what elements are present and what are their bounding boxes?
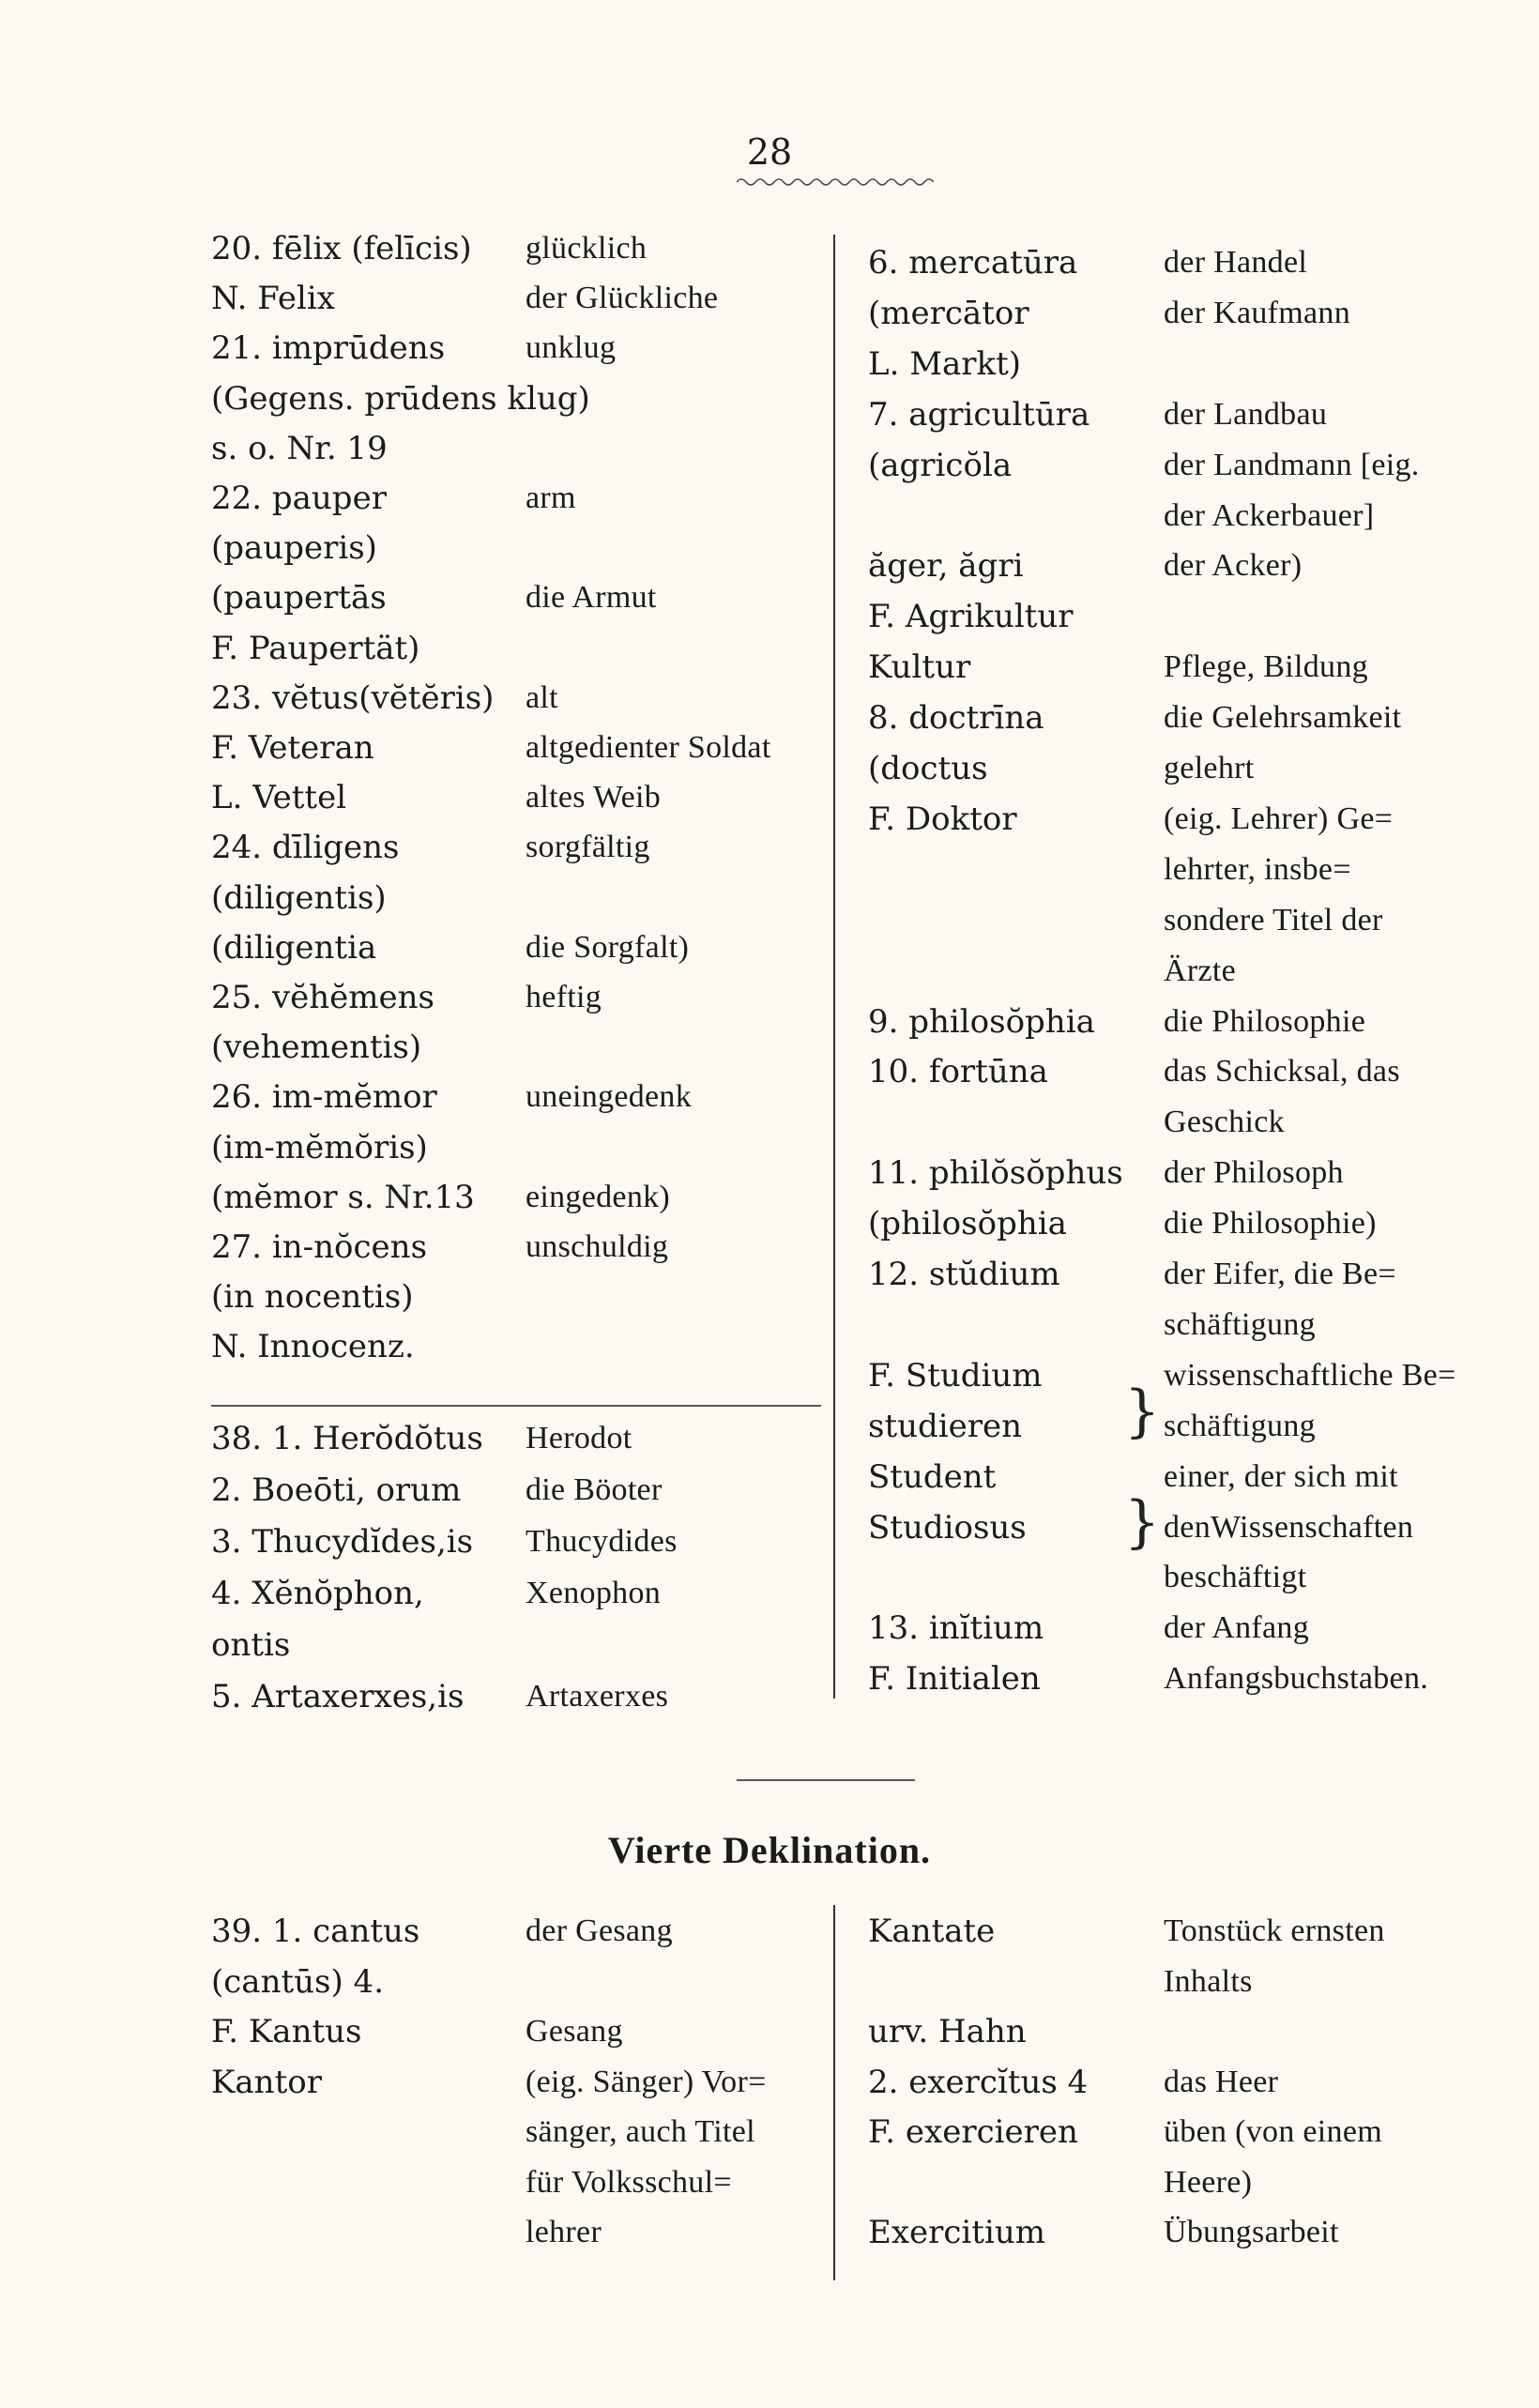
latin-term: 4. Xĕnŏphon, bbox=[211, 1575, 424, 1612]
german-meaning: wissenschaftliche Be= bbox=[1164, 1357, 1456, 1393]
latin-term: Exercitium bbox=[868, 2214, 1045, 2251]
latin-term: (diligentia bbox=[211, 928, 377, 967]
german-meaning: Tonstück ernsten bbox=[1164, 1913, 1385, 1948]
german-meaning: Übungsarbeit bbox=[1164, 2215, 1339, 2249]
german-meaning: Inhalts bbox=[1164, 1963, 1253, 1999]
page-number-ornament bbox=[737, 176, 934, 188]
latin-term: F. Initialen bbox=[868, 1660, 1041, 1699]
german-meaning: alt bbox=[526, 679, 558, 715]
latin-term: (mercātor bbox=[868, 294, 1029, 332]
latin-term: (doctus bbox=[868, 750, 988, 787]
latin-term: F. Studium bbox=[868, 1356, 1043, 1395]
latin-term: F. exercieren bbox=[868, 2113, 1078, 2151]
latin-term: Student bbox=[868, 1457, 997, 1496]
german-meaning: Thucydides bbox=[526, 1524, 678, 1559]
section-heading: Vierte Deklination. bbox=[607, 1829, 932, 1871]
german-meaning: die Armut bbox=[526, 580, 657, 616]
latin-term: (agricŏla bbox=[868, 446, 1013, 484]
german-meaning: Herodot bbox=[526, 1421, 632, 1455]
german-meaning: das Heer bbox=[1164, 2064, 1279, 2099]
latin-term: 22. pauper bbox=[211, 480, 387, 517]
latin-term: (diligentis) bbox=[211, 878, 387, 917]
latin-term: (vehementis) bbox=[211, 1029, 422, 1067]
german-meaning: heftig bbox=[526, 980, 602, 1014]
latin-term: 39. 1. cantus bbox=[211, 1913, 420, 1950]
german-meaning: Heere) bbox=[1164, 2164, 1253, 2200]
german-meaning: die Philosophie) bbox=[1164, 1206, 1377, 1242]
latin-term: 27. in-nŏcens bbox=[211, 1228, 428, 1266]
german-meaning: unschuldig bbox=[526, 1229, 669, 1264]
german-meaning: die Böoter bbox=[526, 1472, 663, 1507]
german-meaning: Gesang bbox=[526, 2014, 623, 2049]
german-meaning: die Sorgfalt) bbox=[526, 929, 690, 965]
german-meaning: Ärzte bbox=[1164, 953, 1237, 988]
latin-term: N. Felix bbox=[211, 280, 335, 318]
latin-term: 25. vĕhĕmens bbox=[211, 979, 434, 1016]
latin-term: 3. Thucydĭdes,is bbox=[211, 1523, 474, 1561]
latin-term: 9. philosŏphia bbox=[868, 1002, 1095, 1041]
german-meaning: arm bbox=[526, 480, 576, 515]
latin-term: F. Kantus bbox=[211, 2013, 362, 2050]
latin-term: N. Innocenz. bbox=[211, 1328, 415, 1366]
german-meaning: der Handel bbox=[1164, 245, 1308, 280]
latin-term: ontis bbox=[211, 1626, 291, 1664]
german-meaning: altgedienter Soldat bbox=[526, 730, 771, 765]
latin-term: ăger, ăgri bbox=[868, 547, 1024, 586]
latin-term: 10. fortūna bbox=[868, 1053, 1048, 1091]
latin-term: (cantūs) 4. bbox=[211, 1962, 384, 2001]
german-meaning: üben (von einem bbox=[1164, 2114, 1382, 2149]
german-meaning: lehrter, insbe= bbox=[1164, 851, 1351, 887]
german-meaning: sorgfältig bbox=[526, 830, 650, 865]
german-meaning: die Gelehrsamkeit bbox=[1164, 700, 1402, 736]
german-meaning: schäftigung bbox=[1164, 1306, 1316, 1342]
column-divider-upper bbox=[833, 235, 835, 1699]
german-meaning: der Philosoph bbox=[1164, 1155, 1344, 1191]
german-meaning: der Ackerbauer] bbox=[1164, 497, 1375, 533]
latin-term: F. Doktor bbox=[868, 800, 1017, 838]
german-meaning: Geschick bbox=[1164, 1105, 1285, 1140]
latin-term: L. Vettel bbox=[211, 779, 347, 817]
latin-term: F. Paupertät) bbox=[211, 629, 420, 667]
latin-term: 23. vĕtus(vĕtĕris) bbox=[211, 678, 495, 717]
column-divider-lower bbox=[833, 1905, 835, 2280]
latin-term: 24. dīligens bbox=[211, 829, 400, 867]
german-meaning: das Schicksal, das bbox=[1164, 1054, 1400, 1090]
latin-term: urv. Hahn bbox=[868, 2013, 1027, 2050]
german-meaning: glücklich bbox=[526, 231, 648, 266]
german-meaning: Artaxerxes bbox=[526, 1679, 669, 1714]
latin-term: 20. fēlix (felīcis) bbox=[211, 230, 472, 267]
latin-term: (philosŏphia bbox=[868, 1205, 1067, 1243]
latin-term: 38. 1. Herŏdŏtus bbox=[211, 1420, 483, 1457]
latin-term: (paupertās bbox=[211, 579, 387, 617]
latin-term: s. o. Nr. 19 bbox=[211, 429, 388, 467]
german-meaning: altes Weib bbox=[526, 780, 662, 815]
latin-term: 13. inĭtium bbox=[868, 1609, 1044, 1648]
german-meaning: lehrer bbox=[526, 2215, 602, 2249]
page-number: 28 bbox=[746, 131, 793, 173]
latin-term: 12. stŭdium bbox=[868, 1256, 1060, 1293]
latin-term: 26. im-mĕmor bbox=[211, 1078, 437, 1117]
section-separator bbox=[737, 1779, 915, 1781]
german-meaning: der Kaufmann bbox=[1164, 295, 1351, 330]
latin-term: (mĕmor s. Nr.13 bbox=[211, 1178, 475, 1216]
german-meaning: denWissenschaften bbox=[1164, 1509, 1414, 1545]
latin-term: Kantor bbox=[211, 2063, 322, 2101]
german-meaning: schäftigung bbox=[1164, 1408, 1316, 1443]
latin-term: Kultur bbox=[868, 648, 971, 687]
german-meaning: uneingedenk bbox=[526, 1079, 693, 1115]
latin-term: (Gegens. prūdens klug) bbox=[211, 379, 590, 418]
latin-term: studieren bbox=[868, 1407, 1023, 1445]
german-meaning: der Landmann [eig. bbox=[1164, 447, 1420, 482]
latin-term: F. Agrikultur bbox=[868, 598, 1074, 636]
german-meaning: sänger, auch Titel bbox=[526, 2114, 755, 2149]
german-meaning: (eig. Lehrer) Ge= bbox=[1164, 800, 1394, 836]
german-meaning: Anfangsbuchstaben. bbox=[1164, 1661, 1429, 1697]
german-meaning: eingedenk) bbox=[526, 1179, 671, 1214]
german-meaning: sondere Titel der bbox=[1164, 902, 1383, 937]
german-meaning: unklug bbox=[526, 330, 617, 366]
german-meaning: gelehrt bbox=[1164, 751, 1255, 785]
german-meaning: Pflege, Bildung bbox=[1164, 649, 1368, 685]
latin-term: L. Markt) bbox=[868, 344, 1022, 383]
latin-term: Studiosus bbox=[868, 1508, 1027, 1547]
german-meaning: beschäftigt bbox=[1164, 1560, 1307, 1595]
german-meaning: für Volksschul= bbox=[526, 2164, 732, 2200]
latin-term: (in nocentis) bbox=[211, 1278, 414, 1317]
latin-term: 7. agricultūra bbox=[868, 395, 1090, 434]
latin-term: F. Veteran bbox=[211, 729, 374, 767]
latin-term: 8. doctrīna bbox=[868, 699, 1044, 738]
german-meaning: der Landbau bbox=[1164, 396, 1328, 432]
german-meaning: einer, der sich mit bbox=[1164, 1458, 1398, 1494]
german-meaning: der Anfang bbox=[1164, 1610, 1310, 1646]
latin-term: 2. Boeōti, orum bbox=[211, 1471, 462, 1509]
german-meaning: (eig. Sänger) Vor= bbox=[526, 2064, 767, 2099]
left-section-divider bbox=[211, 1405, 821, 1407]
latin-term: 21. imprūdens bbox=[211, 329, 446, 368]
brace-student: } bbox=[1124, 1489, 1161, 1555]
german-meaning: die Philosophie bbox=[1164, 1003, 1366, 1039]
latin-term: 2. exercĭtus 4 bbox=[868, 2063, 1089, 2101]
german-meaning: der Eifer, die Be= bbox=[1164, 1257, 1396, 1291]
german-meaning: der Gesang bbox=[526, 1913, 673, 1948]
latin-term: 5. Artaxerxes,is bbox=[211, 1678, 465, 1715]
latin-term: 6. mercatūra bbox=[868, 244, 1078, 282]
german-meaning: Xenophon bbox=[526, 1576, 662, 1610]
latin-term: Kantate bbox=[868, 1913, 996, 1950]
latin-term: 11. philŏsŏphus bbox=[868, 1154, 1123, 1193]
brace-studium: } bbox=[1124, 1379, 1161, 1444]
german-meaning: der Glückliche bbox=[526, 281, 719, 316]
latin-term: (im-mĕmŏris) bbox=[211, 1128, 428, 1166]
latin-term: (pauperis) bbox=[211, 529, 377, 568]
german-meaning: der Acker) bbox=[1164, 548, 1303, 584]
